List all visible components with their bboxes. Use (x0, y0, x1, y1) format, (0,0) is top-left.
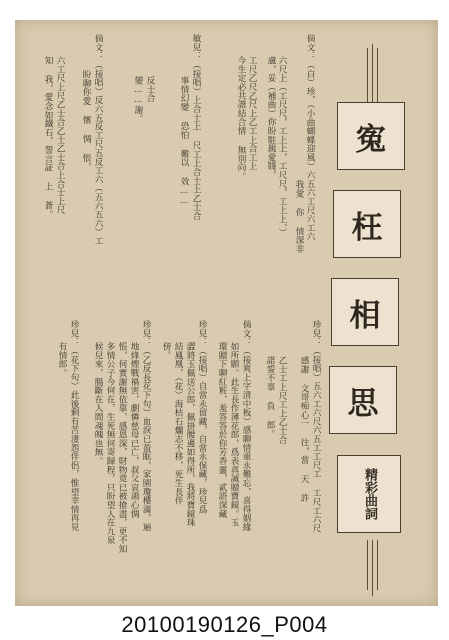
subtitle-box (337, 455, 401, 533)
text-column: 六工尺上尺乙士合乙士乙士合上合士上尺 (55, 56, 65, 215)
text-column: 變……謝。 (133, 76, 143, 123)
text-column: 珍兒：（乙反長花下句）血淚已盈眶，家園瓊樓滿，遍 (141, 320, 151, 532)
text-column: 傍。 (161, 342, 171, 360)
text-column: 珍兒：（花下句）此後剩有苦淒怨伴侶，惟望幸情再見 (69, 320, 79, 532)
decorative-line (372, 540, 373, 596)
decorative-line (372, 44, 373, 103)
decorative-line (377, 48, 378, 103)
title-char: 寃 (355, 121, 387, 158)
text-column: 乙士工上尺工上乙士合 (277, 356, 287, 444)
subtitle: 精彩曲詞 (362, 468, 377, 520)
text-column: 如所願。此生長作薄花郎，爲表真誠贈寶鏡。玉 (229, 342, 239, 527)
text-column: 今生定必共諧結合情 無別向。 (236, 56, 246, 181)
text-column: 知 我，愛念如鐵石，誓言証 上 蒼。 (43, 56, 53, 219)
text-column: 倘文：（白）珍，（小曲蝴蝶迎風）六五六工尺六工六 (305, 34, 315, 241)
title-char-box-3 (331, 278, 399, 346)
text-column: 事情幻變 恐怕 難以 效…… (179, 76, 189, 207)
title-char: 相 (349, 297, 381, 334)
title-char: 枉 (351, 209, 383, 246)
text-column: 工尺乙尺乙尺上乙工上合工上 (247, 56, 257, 171)
document-page (15, 20, 438, 606)
title-char-box-1 (337, 102, 405, 170)
text-column: 環贈下聊紅粧，羞答答於你芳香靈，貳語深藏 (217, 342, 227, 518)
text-column: 多情公子今何在，生死無何寄歸程，只盼望人在九泉 (105, 342, 115, 545)
text-column: 敏兒：（接唱）上合士上 尺工上合士上乙士合 (191, 34, 201, 221)
text-column: 澀將玉佩送公郎，佩掛腰邊如得所，我將寶鏡珠 (185, 342, 195, 527)
text-column: 盼聊你愛 懷 惆 悵， (81, 70, 91, 171)
text-column: 我愛 你 情深非 (294, 180, 304, 254)
text-column: 有情郎。 (57, 342, 67, 378)
text-column: 珍兒：（接唱）五六工六尺六五工工尺工 工尺工六尺 (311, 320, 321, 533)
text-column: 感謝 文哥痴心一 往，當 天 許 (299, 356, 309, 503)
title-char: 思 (347, 385, 379, 422)
title-char-box-2 (333, 190, 401, 258)
decorative-line (367, 540, 368, 590)
text-column: 倘文：（接唱）反六五反工尺五反工六（五六五六）工 (93, 34, 103, 246)
text-column: 六尺上（工尺尺，工上上，工尺尺，工上上，） (277, 56, 287, 237)
text-column: 盧，妥（補曲）你盼駐親愛賤， (266, 56, 276, 180)
decorative-line (377, 540, 378, 590)
text-column: 珍兒：（接唱）自當永留藏，自當永保藏，珍兒爲 (197, 320, 207, 514)
text-column: 地烽煙戰禍害，劇憐慈母已亡，叔父哀鴻心惆 (129, 342, 139, 518)
decorative-line (367, 48, 368, 103)
text-column: 反士合 (145, 76, 155, 103)
text-column: 結鳳凰，（花）海枯石爛志不移，死生長伴 (173, 342, 183, 505)
title-char-box-4 (329, 366, 397, 434)
text-column: 倘文：（接爽上字清中板）感聊情重永難忘，喜得姻緣 (241, 320, 251, 532)
footer-caption: 20100190126_P004 (121, 612, 328, 637)
text-column: 諾誓不辜 負 郎。 (265, 356, 275, 438)
text-column: 悵，何實謝無依靠，感恩深，財物竟已被搶盡，更不知 (117, 342, 127, 554)
text-column: 候兒來，腸斷在人間魂魄也無。 (93, 342, 103, 466)
